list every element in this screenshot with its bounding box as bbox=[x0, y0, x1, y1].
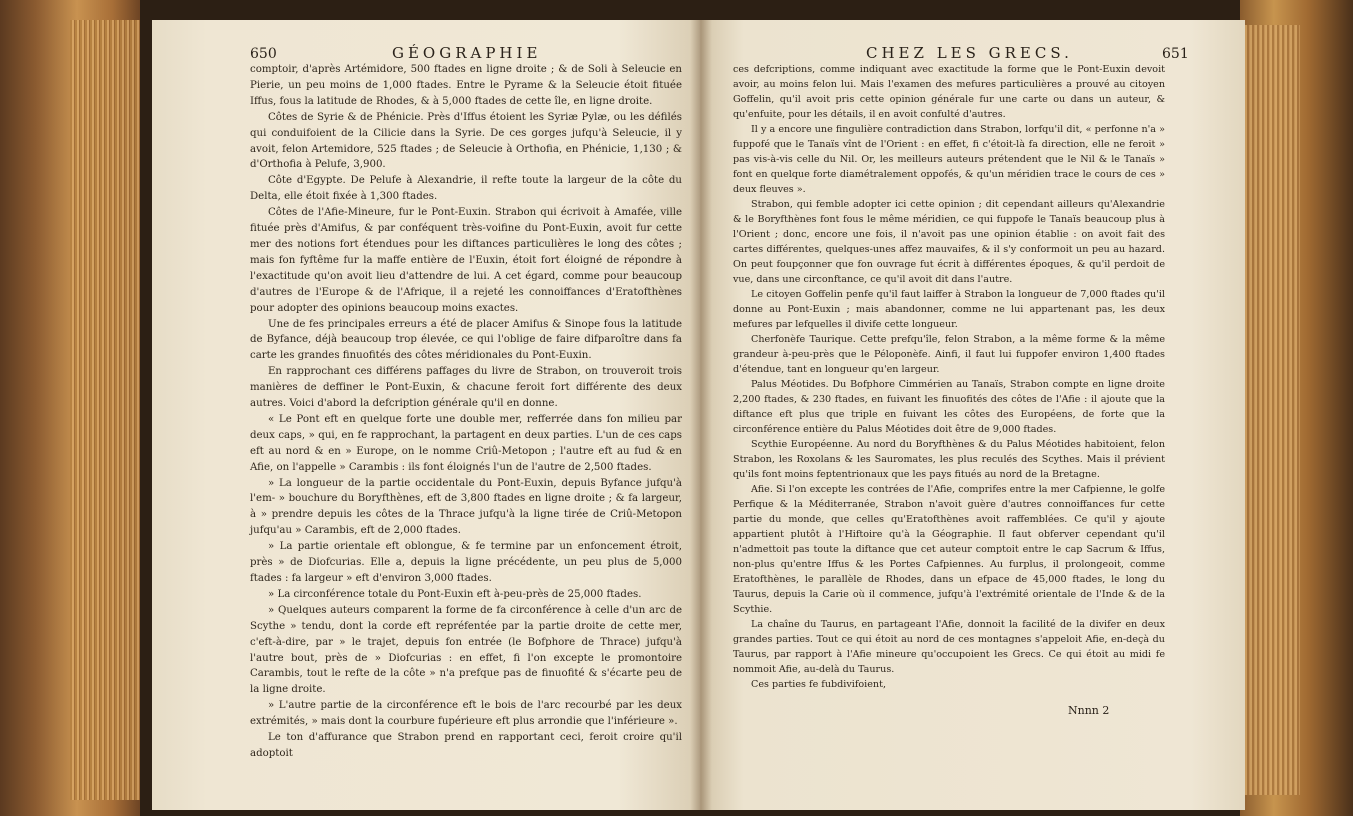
paragraph: ces defcriptions, comme indiquant avec exactitude la forme que le Pont-Euxin devoit avoir, au moins felon lui. Mais l'examen des mefures particulières a prouvé au citoyen Goffelin, qu'il avoit pris cette opinion générale fur une carte ou dans un auteur, & qu'enfuite, pour les détails, il en avoit confulté d'autres. bbox=[733, 64, 1165, 120]
quotation: » La longueur de la partie occidentale du Pont-Euxin, depuis Byfance jufqu'à l'em- » bouchure du Boryfthènes, eft de 3,800 ftades en ligne droite ; & fa largeur, à » prendre depuis les côtes de la Thrace jufqu'à la ligne tirée de Criû-Metopon jufqu'au » Carambis, eft de 2,000 ftades. bbox=[250, 477, 682, 537]
paragraph: Une de fes principales erreurs a été de placer Amifus & Sinope fous la latitude de Byfance, déjà beaucoup trop élevée, ce qui l'oblige de faire difparoître dans fa carte les grandes finuofités des côtes méridionales du Pont-Euxin. bbox=[250, 318, 682, 362]
right-page-body bbox=[733, 62, 1165, 692]
book-gutter bbox=[690, 20, 712, 810]
paragraph: Cherfonèfe Taurique. Cette prefqu'île, felon Strabon, a la même forme & la même grandeur à-peu-près que le Péloponèfe. Ainfi, il faut lui fuppofer environ 1,400 ftades d'étendue, tant en longueur qu'en largeur. bbox=[733, 334, 1165, 375]
signature-mark: Nnnn 2 bbox=[1068, 704, 1110, 717]
paragraph: La chaîne du Taurus, en partageant l'Afie, donnoit la facilité de la divifer en deux grandes parties. Tout ce qui étoit au nord de ces montagnes s'appeloit Afie, en-deçà du Taurus, par rapport à l'Afie mineure qu'occupoient les Grecs. Ce qui étoit au midi fe nommoit Afie, au-delà du Taurus. bbox=[733, 619, 1165, 675]
paragraph: Côtes de l'Afie-Mineure, fur le Pont-Euxin. Strabon qui écrivoit à Amafée, ville fituée près d'Amifus, & par conféquent très-voifine du Pont-Euxin, avoit fur cette mer des notions fort étendues pour les diftances particulières le long des côtes ; mais fon fyftême fur la maffe entière de l'Euxin, étoit fort éloigné de répondre à l'exactitude qu'on avoit lieu d'attendre de lui. A cet égard, comme pour beaucoup d'autres de l'Europe & de l'Afrique, il a rejeté les connoiffances d'Eratofthènes pour adopter des opinions beaucoup moins exactes. bbox=[250, 207, 682, 314]
paragraph: Le ton d'affurance que Strabon prend en rapportant ceci, feroit croire qu'il adoptoit bbox=[250, 732, 682, 759]
quotation: » La circonférence totale du Pont-Euxin eft à-peu-près de 25,000 ftades. bbox=[268, 588, 642, 600]
left-running-head: GÉOGRAPHIE bbox=[392, 44, 542, 62]
paragraph: Côte d'Egypte. De Pelufe à Alexandrie, il refte toute la largeur de la côte du Delta, elle étoit fixée à 1,300 ftades. bbox=[250, 175, 682, 203]
paragraph: Ces parties fe fubdivifoient, bbox=[751, 679, 887, 690]
quotation: « Le Pont eft en quelque forte une double mer, refferrée dans fon milieu par deux caps, » qui, en fe rapprochant, la partagent en deux parties. L'un de ces caps eft au nord & en » Europe, on le nomme Criû-Metopon ; l'autre eft au fud & en Afie, on l'appelle » Carambis : ils font éloignés l'un de l'autre de 2,500 ftades. bbox=[250, 413, 682, 473]
paragraph: Il y a encore une fingulière contradiction dans Strabon, lorfqu'il dit, « perfonne n'a » fuppofé que le Tanaïs vînt de l'Orient : en effet, fi c'étoit-là fa direction, elle ne feroit » pas vis-à-vis celle du Nil. Or, les meilleurs auteurs prétendent que le Nil & le Tanaïs » font en quelque forte diamétralement oppofés, & qu'un méridien trace le cours de ces » deux fleuves ». bbox=[733, 124, 1165, 195]
right-page-number: 651 bbox=[1162, 46, 1189, 62]
paragraph: Afie. Si l'on excepte les contrées de l'Afie, comprifes entre la mer Cafpienne, le golfe Perfique & la Méditerranée, Strabon n'avoit guère d'autres connoiffances fur cette partie du monde, que celles qu'Eratofthènes avoit raffemblées. Ce qu'il y ajoute appartient plutôt à l'Hiftoire qu'à la Géographie. Il faut obferver cependant qu'il n'admettoit pas toute la diftance que cet auteur comptoit entre le cap Sacrum & Iffus, non-plus qu'entre Iffus & les Portes Cafpiennes. Au furplus, il prolongeoit, comme Eratofthènes, le parallèle de Rhodes, dans un efpace de 45,000 ftades, le long du Taurus, depuis la Carie où il commence, jufqu'à l'extrémité orientale de l'Inde & de la Scythie. bbox=[733, 484, 1165, 615]
paragraph: Scythie Européenne. Au nord du Boryfthènes & du Palus Méotides habitoient, felon Strabon, les Roxolans & les Sauromates, les plus reculés des Scythes. Mais il prévient qu'ils font moins feptentrionaux que les pays fitués au nord de la Bretagne. bbox=[733, 439, 1165, 480]
book-edge-left bbox=[0, 0, 140, 816]
paragraph: Strabon, qui femble adopter ici cette opinion ; dit cependant ailleurs qu'Alexandrie & le Boryfthènes font fous le même méridien, ce qui fuppofe le Tanaïs beaucoup plus à l'Orient ; donc, encore une fois, il n'avoit pas une opinion établie : on avoit fait des cartes différentes, quelques-unes affez mauvaifes, & il s'y conformoit un peu au hazard. On peut foupçonner que fon ouvrage fut écrit à différentes époques, & qu'il perdoit de vue, dans une circonftance, ce qu'il avoit dit dans l'autre. bbox=[733, 199, 1165, 285]
paragraph: Le citoyen Goffelin penfe qu'il faut laiffer à Strabon la longueur de 7,000 ftades qu'il donne au Pont-Euxin ; mais abandonner, comme ne lui appartenant pas, les deux mefures par lefquelles il divife cette longueur. bbox=[733, 289, 1165, 330]
right-running-head: CHEZ LES GRECS. bbox=[866, 44, 1073, 62]
paragraph: En rapprochant ces différens paffages du livre de Strabon, on trouveroit trois manières de deffiner le Pont-Euxin, & chacune feroit fort différente des deux autres. Voici d'abord la defcription générale qu'il en donne. bbox=[250, 366, 682, 410]
paragraph: Palus Méotides. Du Bofphore Cimmérien au Tanaïs, Strabon compte en ligne droite 2,200 ftades, & 230 ftades, en fuivant les finuofités des côtes de l'Afie : il ajoute que la diftance eft plus que triple en fuivant les côtes des Européens, de forte que la circonférence entière du Palus Méotides doit être de 9,000 ftades. bbox=[733, 379, 1165, 435]
paragraph: Côtes de Syrie & de Phénicie. Près d'Iffus étoient les Syriæ Pylæ, ou les défilés qui conduifoient de la Cilicie dans la Syrie. De ces gorges jufqu'à Seleucie, il y avoit, felon Artemidore, 525 ftades ; de Seleucie à Orthofia, en Phénicie, 1,130 ; & d'Orthofia à Pelufe, 3,900. bbox=[250, 111, 682, 171]
left-page-body bbox=[250, 62, 682, 762]
quotation: » L'autre partie de la circonférence eft le bois de l'arc recourbé par les deux extrémités, » mais dont la courbure fupérieure eft plus arrondie que l'inférieure ». bbox=[250, 700, 682, 728]
paragraph: comptoir, d'après Artémidore, 500 ftades en ligne droite ; & de Soli à Seleucie en Pierie, un peu moins de 1,000 ftades. Entre le Pyrame & la Seleucie étoit fituée Iffus, fous la latitude de Rhodes, & à 5,000 ftades de cette île, en ligne droite. bbox=[250, 64, 682, 107]
book-edge-right bbox=[1240, 0, 1353, 816]
left-page-number: 650 bbox=[250, 46, 277, 62]
quotation: » La partie orientale eft oblongue, & fe termine par un enfoncement étroit, près » de Diofcurias. Elle a, depuis la ligne précédente, un peu plus de 5,000 ftades : fa largeur » eft d'environ 3,000 ftades. bbox=[250, 541, 682, 584]
quotation: » Quelques auteurs comparent la forme de fa circonférence à celle d'un arc de Scythe » tendu, dont la corde eft repréfentée par la partie droite de cette mer, c'eft-à-dire, par » le trajet, depuis fon entrée (le Bofphore de Thrace) jufqu'à l'autre bout, près de » Diofcurias : en effet, fi l'on excepte le promontoire Carambis, tout le refte de la côte » n'a prefque pas de finuofité & s'écarte peu de la ligne droite. bbox=[250, 604, 682, 696]
